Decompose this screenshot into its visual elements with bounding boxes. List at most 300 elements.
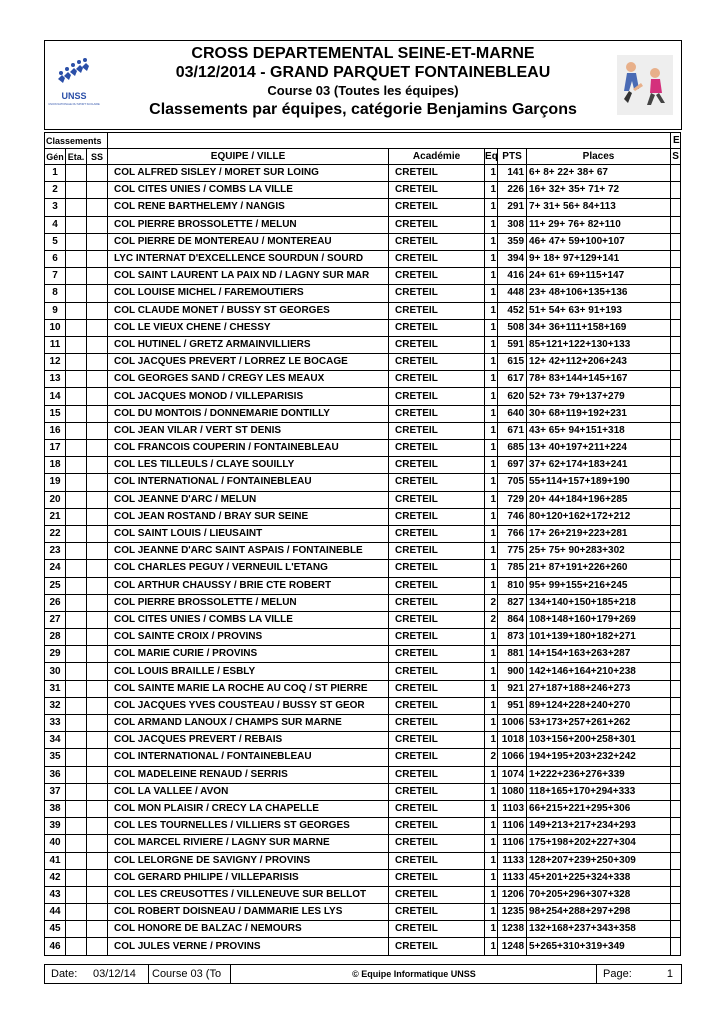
cell-places: 45+201+225+324+338 [527, 869, 671, 886]
cell-es [671, 250, 681, 267]
cell-equipe: COL FRANCOIS COUPERIN / FONTAINEBLEAU [108, 440, 389, 457]
cell-equipe: COL PIERRE BROSSOLETTE / MELUN [108, 594, 389, 611]
cell-eta [66, 886, 87, 903]
cell-academie: CRETEIL [389, 680, 485, 697]
cell-ss [87, 165, 108, 182]
cell-places: 55+114+157+189+190 [527, 474, 671, 491]
cell-ss [87, 250, 108, 267]
cell-academie: CRETEIL [389, 732, 485, 749]
table-row [45, 440, 681, 457]
cell-equipe: COL MARIE CURIE / PROVINS [108, 646, 389, 663]
cell-equipe: COL SAINTE CROIX / PROVINS [108, 629, 389, 646]
cell-eq: 1 [485, 560, 498, 577]
cell-places: 37+ 62+174+183+241 [527, 457, 671, 474]
table-row [45, 233, 681, 250]
cell-eta [66, 405, 87, 422]
table-row [45, 594, 681, 611]
cell-eq: 1 [485, 285, 498, 302]
cell-academie: CRETEIL [389, 216, 485, 233]
cell-eta [66, 783, 87, 800]
classements-group-header: Classements [45, 133, 108, 149]
cell-pts: 620 [498, 388, 527, 405]
cell-gen: 9 [45, 302, 66, 319]
cell-equipe: COL CHARLES PEGUY / VERNEUIL L'ETANG [108, 560, 389, 577]
cell-ss [87, 697, 108, 714]
cell-equipe: COL JEANNE D'ARC SAINT ASPAIS / FONTAINEBLE [108, 543, 389, 560]
cell-equipe: COL SAINTE MARIE LA ROCHE AU COQ / ST PIERRE [108, 680, 389, 697]
cell-eq: 1 [485, 457, 498, 474]
cell-eq: 1 [485, 422, 498, 439]
cell-ss [87, 904, 108, 921]
cell-eta [66, 543, 87, 560]
table-row [45, 165, 681, 182]
table-row [45, 405, 681, 422]
cell-equipe: COL DU MONTOIS / DONNEMARIE DONTILLY [108, 405, 389, 422]
cell-places: 103+156+200+258+301 [527, 732, 671, 749]
cell-academie: CRETEIL [389, 543, 485, 560]
cell-places: 52+ 73+ 79+137+279 [527, 388, 671, 405]
cell-ss [87, 715, 108, 732]
cell-eq: 1 [485, 302, 498, 319]
cell-pts: 1238 [498, 921, 527, 938]
cell-eta [66, 732, 87, 749]
cell-eq: 1 [485, 319, 498, 336]
cell-equipe: COL SAINT LOUIS / LIEUSAINT [108, 525, 389, 542]
cell-eta [66, 697, 87, 714]
cell-equipe: COL LELORGNE DE SAVIGNY / PROVINS [108, 852, 389, 869]
table-row [45, 491, 681, 508]
cell-equipe: COL LE VIEUX CHENE / CHESSY [108, 319, 389, 336]
col-equipe-header: EQUIPE / VILLE [108, 149, 389, 165]
cell-ss [87, 732, 108, 749]
cell-ss [87, 560, 108, 577]
cell-eta [66, 508, 87, 525]
cell-places: 128+207+239+250+309 [527, 852, 671, 869]
cell-eta [66, 199, 87, 216]
cell-eta [66, 457, 87, 474]
cell-es [671, 869, 681, 886]
cell-es [671, 646, 681, 663]
cell-pts: 291 [498, 199, 527, 216]
cell-eta [66, 560, 87, 577]
cell-eq: 1 [485, 182, 498, 199]
cell-gen: 39 [45, 818, 66, 835]
cell-pts: 671 [498, 422, 527, 439]
cell-eq: 1 [485, 732, 498, 749]
cell-es [671, 405, 681, 422]
cell-es [671, 285, 681, 302]
results-table [44, 132, 681, 956]
cell-equipe: COL ROBERT DOISNEAU / DAMMARIE LES LYS [108, 904, 389, 921]
cell-pts: 508 [498, 319, 527, 336]
cell-es [671, 233, 681, 250]
cell-eta [66, 629, 87, 646]
cell-pts: 775 [498, 543, 527, 560]
cell-eq: 1 [485, 268, 498, 285]
cell-equipe: COL LES TILLEULS / CLAYE SOUILLY [108, 457, 389, 474]
cell-places: 98+254+288+297+298 [527, 904, 671, 921]
table-row [45, 199, 681, 216]
cell-gen: 20 [45, 491, 66, 508]
cell-places: 24+ 61+ 69+115+147 [527, 268, 671, 285]
cell-academie: CRETEIL [389, 302, 485, 319]
cell-eta [66, 354, 87, 371]
cell-equipe: COL LOUIS BRAILLE / ESBLY [108, 663, 389, 680]
cell-eq: 1 [485, 800, 498, 817]
cell-es [671, 835, 681, 852]
cell-es [671, 336, 681, 353]
cell-eta [66, 766, 87, 783]
cell-equipe: COL PIERRE BROSSOLETTE / MELUN [108, 216, 389, 233]
cell-academie: CRETEIL [389, 800, 485, 817]
cell-places: 142+146+164+210+238 [527, 663, 671, 680]
cell-es [671, 852, 681, 869]
cell-es [671, 525, 681, 542]
cell-eq: 1 [485, 371, 498, 388]
cell-pts: 1103 [498, 800, 527, 817]
cell-academie: CRETEIL [389, 852, 485, 869]
cell-places: 78+ 83+144+145+167 [527, 371, 671, 388]
cell-ss [87, 835, 108, 852]
cell-ss [87, 766, 108, 783]
cell-eq: 1 [485, 216, 498, 233]
table-row [45, 577, 681, 594]
cell-eta [66, 680, 87, 697]
cell-places: 85+121+122+130+133 [527, 336, 671, 353]
cell-equipe: COL JEAN VILAR / VERT ST DENIS [108, 422, 389, 439]
cell-pts: 1106 [498, 818, 527, 835]
cell-pts: 881 [498, 646, 527, 663]
table-row [45, 388, 681, 405]
cell-es [671, 577, 681, 594]
cell-eta [66, 474, 87, 491]
cell-academie: CRETEIL [389, 336, 485, 353]
col-ss-header: SS [87, 149, 108, 165]
cell-eta [66, 336, 87, 353]
cell-equipe: COL CITES UNIES / COMBS LA VILLE [108, 182, 389, 199]
cell-places: 11+ 29+ 76+ 82+110 [527, 216, 671, 233]
cell-gen: 37 [45, 783, 66, 800]
cell-eq: 1 [485, 818, 498, 835]
cell-pts: 617 [498, 371, 527, 388]
cell-equipe: COL JACQUES PREVERT / LORREZ LE BOCAGE [108, 354, 389, 371]
cell-gen: 14 [45, 388, 66, 405]
cell-places: 134+140+150+185+218 [527, 594, 671, 611]
cell-eq: 1 [485, 250, 498, 267]
cell-pts: 685 [498, 440, 527, 457]
cell-academie: CRETEIL [389, 491, 485, 508]
cell-equipe: COL MON PLAISIR / CRECY LA CHAPELLE [108, 800, 389, 817]
cell-eta [66, 285, 87, 302]
cell-pts: 827 [498, 594, 527, 611]
cell-ss [87, 577, 108, 594]
cell-gen: 2 [45, 182, 66, 199]
cell-eq: 2 [485, 611, 498, 628]
cell-ss [87, 818, 108, 835]
cell-academie: CRETEIL [389, 165, 485, 182]
cell-gen: 31 [45, 680, 66, 697]
cell-es [671, 371, 681, 388]
cell-eq: 1 [485, 525, 498, 542]
cell-academie: CRETEIL [389, 474, 485, 491]
cell-eq: 1 [485, 199, 498, 216]
cell-academie: CRETEIL [389, 594, 485, 611]
cell-eta [66, 268, 87, 285]
cell-eq: 1 [485, 543, 498, 560]
cell-academie: CRETEIL [389, 904, 485, 921]
cell-places: 149+213+217+234+293 [527, 818, 671, 835]
cell-academie: CRETEIL [389, 577, 485, 594]
cell-equipe: COL ARTHUR CHAUSSY / BRIE CTE ROBERT [108, 577, 389, 594]
cell-es [671, 680, 681, 697]
cell-eq: 1 [485, 766, 498, 783]
cell-gen: 25 [45, 577, 66, 594]
cell-places: 101+139+180+182+271 [527, 629, 671, 646]
table-row [45, 904, 681, 921]
cell-es [671, 354, 681, 371]
table-row [45, 250, 681, 267]
cell-pts: 141 [498, 165, 527, 182]
cell-es [671, 818, 681, 835]
cell-equipe: COL ALFRED SISLEY / MORET SUR LOING [108, 165, 389, 182]
cell-places: 7+ 31+ 56+ 84+113 [527, 199, 671, 216]
cell-equipe: LYC INTERNAT D'EXCELLENCE SOURDUN / SOURD [108, 250, 389, 267]
cell-ss [87, 388, 108, 405]
cell-places: 89+124+228+240+270 [527, 697, 671, 714]
cell-gen: 26 [45, 594, 66, 611]
cell-eta [66, 165, 87, 182]
cell-places: 66+215+221+295+306 [527, 800, 671, 817]
cell-academie: CRETEIL [389, 405, 485, 422]
cell-pts: 226 [498, 182, 527, 199]
cell-equipe: COL MADELEINE RENAUD / SERRIS [108, 766, 389, 783]
cell-ss [87, 800, 108, 817]
cell-ss [87, 646, 108, 663]
cell-gen: 12 [45, 354, 66, 371]
cell-es [671, 783, 681, 800]
cell-eta [66, 818, 87, 835]
cell-eq: 1 [485, 904, 498, 921]
cell-eta [66, 594, 87, 611]
cell-eta [66, 577, 87, 594]
cell-ss [87, 852, 108, 869]
cell-es [671, 388, 681, 405]
cell-equipe: COL JACQUES YVES COUSTEAU / BUSSY ST GEOR [108, 697, 389, 714]
cell-gen: 33 [45, 715, 66, 732]
cell-ss [87, 886, 108, 903]
cell-places: 53+173+257+261+262 [527, 715, 671, 732]
footer-page-label: Page: [596, 965, 653, 983]
table-row [45, 697, 681, 714]
table-row [45, 886, 681, 903]
table-row [45, 285, 681, 302]
cell-eq: 1 [485, 680, 498, 697]
cell-pts: 359 [498, 233, 527, 250]
cell-gen: 21 [45, 508, 66, 525]
cell-es [671, 302, 681, 319]
cell-equipe: COL LA VALLEE / AVON [108, 783, 389, 800]
cell-equipe: COL LOUISE MICHEL / FAREMOUTIERS [108, 285, 389, 302]
es-header-top: E [671, 133, 681, 149]
cell-eq: 1 [485, 663, 498, 680]
report-footer [44, 964, 682, 984]
cell-eq: 1 [485, 405, 498, 422]
cell-pts: 864 [498, 611, 527, 628]
cell-equipe: COL JACQUES PREVERT / REBAIS [108, 732, 389, 749]
cell-eta [66, 869, 87, 886]
cell-equipe: COL JEAN ROSTAND / BRAY SUR SEINE [108, 508, 389, 525]
cell-academie: CRETEIL [389, 371, 485, 388]
cell-academie: CRETEIL [389, 422, 485, 439]
table-group-header-row [45, 133, 681, 149]
cell-eq: 2 [485, 749, 498, 766]
cell-eq: 1 [485, 852, 498, 869]
cell-ss [87, 491, 108, 508]
cell-places: 25+ 75+ 90+283+302 [527, 543, 671, 560]
cell-eta [66, 302, 87, 319]
cell-places: 46+ 47+ 59+100+107 [527, 233, 671, 250]
table-row [45, 663, 681, 680]
cell-equipe: COL RENE BARTHELEMY / NANGIS [108, 199, 389, 216]
cell-gen: 6 [45, 250, 66, 267]
cell-pts: 640 [498, 405, 527, 422]
cell-places: 175+198+202+227+304 [527, 835, 671, 852]
cell-gen: 17 [45, 440, 66, 457]
table-row [45, 560, 681, 577]
table-row [45, 835, 681, 852]
event-title: CROSS DEPARTEMENTAL SEINE-ET-MARNE [191, 45, 535, 62]
cell-es [671, 199, 681, 216]
cell-places: 6+ 8+ 22+ 38+ 67 [527, 165, 671, 182]
cell-equipe: COL INTERNATIONAL / FONTAINEBLEAU [108, 749, 389, 766]
cell-academie: CRETEIL [389, 319, 485, 336]
col-places-header: Places [527, 149, 671, 165]
cell-es [671, 766, 681, 783]
cell-ss [87, 199, 108, 216]
table-row [45, 422, 681, 439]
footer-course: Course 03 (To [148, 965, 234, 983]
course-title: Course 03 (Toutes les équipes) [267, 83, 459, 98]
cell-places: 21+ 87+191+226+260 [527, 560, 671, 577]
cell-eq: 1 [485, 646, 498, 663]
cell-pts: 591 [498, 336, 527, 353]
cell-academie: CRETEIL [389, 440, 485, 457]
cell-es [671, 268, 681, 285]
cell-gen: 46 [45, 938, 66, 955]
logo-text: UNSS [61, 91, 87, 101]
cell-eta [66, 388, 87, 405]
cell-equipe: COL JACQUES MONOD / VILLEPARISIS [108, 388, 389, 405]
table-row [45, 319, 681, 336]
cell-pts: 873 [498, 629, 527, 646]
table-row [45, 302, 681, 319]
cell-places: 118+165+170+294+333 [527, 783, 671, 800]
table-row [45, 508, 681, 525]
table-row [45, 766, 681, 783]
cell-eta [66, 749, 87, 766]
cell-eq: 1 [485, 938, 498, 955]
footer-copyright: © Equipe Informatique UNSS [230, 965, 597, 983]
cell-eq: 1 [485, 165, 498, 182]
cell-eq: 1 [485, 491, 498, 508]
cell-places: 30+ 68+119+192+231 [527, 405, 671, 422]
cell-places: 27+187+188+246+273 [527, 680, 671, 697]
cell-equipe: COL MARCEL RIVIERE / LAGNY SUR MARNE [108, 835, 389, 852]
results-body [45, 165, 681, 956]
cell-eq: 2 [485, 594, 498, 611]
cell-gen: 34 [45, 732, 66, 749]
cell-es [671, 182, 681, 199]
cell-pts: 1106 [498, 835, 527, 852]
cell-eta [66, 216, 87, 233]
table-row [45, 354, 681, 371]
cell-equipe: COL INTERNATIONAL / FONTAINEBLEAU [108, 474, 389, 491]
cell-places: 43+ 65+ 94+151+318 [527, 422, 671, 439]
cell-es [671, 422, 681, 439]
table-row [45, 869, 681, 886]
cell-ss [87, 336, 108, 353]
cell-pts: 729 [498, 491, 527, 508]
cell-places: 9+ 18+ 97+129+141 [527, 250, 671, 267]
cell-gen: 3 [45, 199, 66, 216]
cell-es [671, 629, 681, 646]
cell-gen: 24 [45, 560, 66, 577]
cell-eta [66, 525, 87, 542]
cell-pts: 1074 [498, 766, 527, 783]
cell-gen: 44 [45, 904, 66, 921]
cell-places: 34+ 36+111+158+169 [527, 319, 671, 336]
cell-gen: 35 [45, 749, 66, 766]
col-gen-header: Gén [45, 149, 66, 165]
cell-pts: 448 [498, 285, 527, 302]
cell-es [671, 560, 681, 577]
footer-page-value: 1 [666, 968, 673, 980]
cell-academie: CRETEIL [389, 525, 485, 542]
cell-pts: 452 [498, 302, 527, 319]
table-row [45, 268, 681, 285]
cell-eta [66, 422, 87, 439]
cell-places: 70+205+296+307+328 [527, 886, 671, 903]
cell-places: 13+ 40+197+211+224 [527, 440, 671, 457]
cell-ss [87, 474, 108, 491]
cell-ss [87, 525, 108, 542]
cell-equipe: COL JEANNE D'ARC / MELUN [108, 491, 389, 508]
cell-eta [66, 233, 87, 250]
table-row [45, 852, 681, 869]
cell-academie: CRETEIL [389, 783, 485, 800]
cell-gen: 28 [45, 629, 66, 646]
table-row [45, 680, 681, 697]
cell-pts: 416 [498, 268, 527, 285]
report-header [44, 40, 682, 130]
cell-eq: 1 [485, 835, 498, 852]
cell-places: 80+120+162+172+212 [527, 508, 671, 525]
cell-places: 132+168+237+343+358 [527, 921, 671, 938]
table-row [45, 336, 681, 353]
col-pts-header: PTS [498, 149, 527, 165]
es-header-bottom: S [671, 149, 681, 165]
cell-eta [66, 319, 87, 336]
col-academie-header: Académie [389, 149, 485, 165]
cell-academie: CRETEIL [389, 611, 485, 628]
cell-academie: CRETEIL [389, 818, 485, 835]
cell-es [671, 543, 681, 560]
cell-academie: CRETEIL [389, 457, 485, 474]
cell-ss [87, 285, 108, 302]
cell-places: 12+ 42+112+206+243 [527, 354, 671, 371]
cell-academie: CRETEIL [389, 199, 485, 216]
cell-ss [87, 611, 108, 628]
